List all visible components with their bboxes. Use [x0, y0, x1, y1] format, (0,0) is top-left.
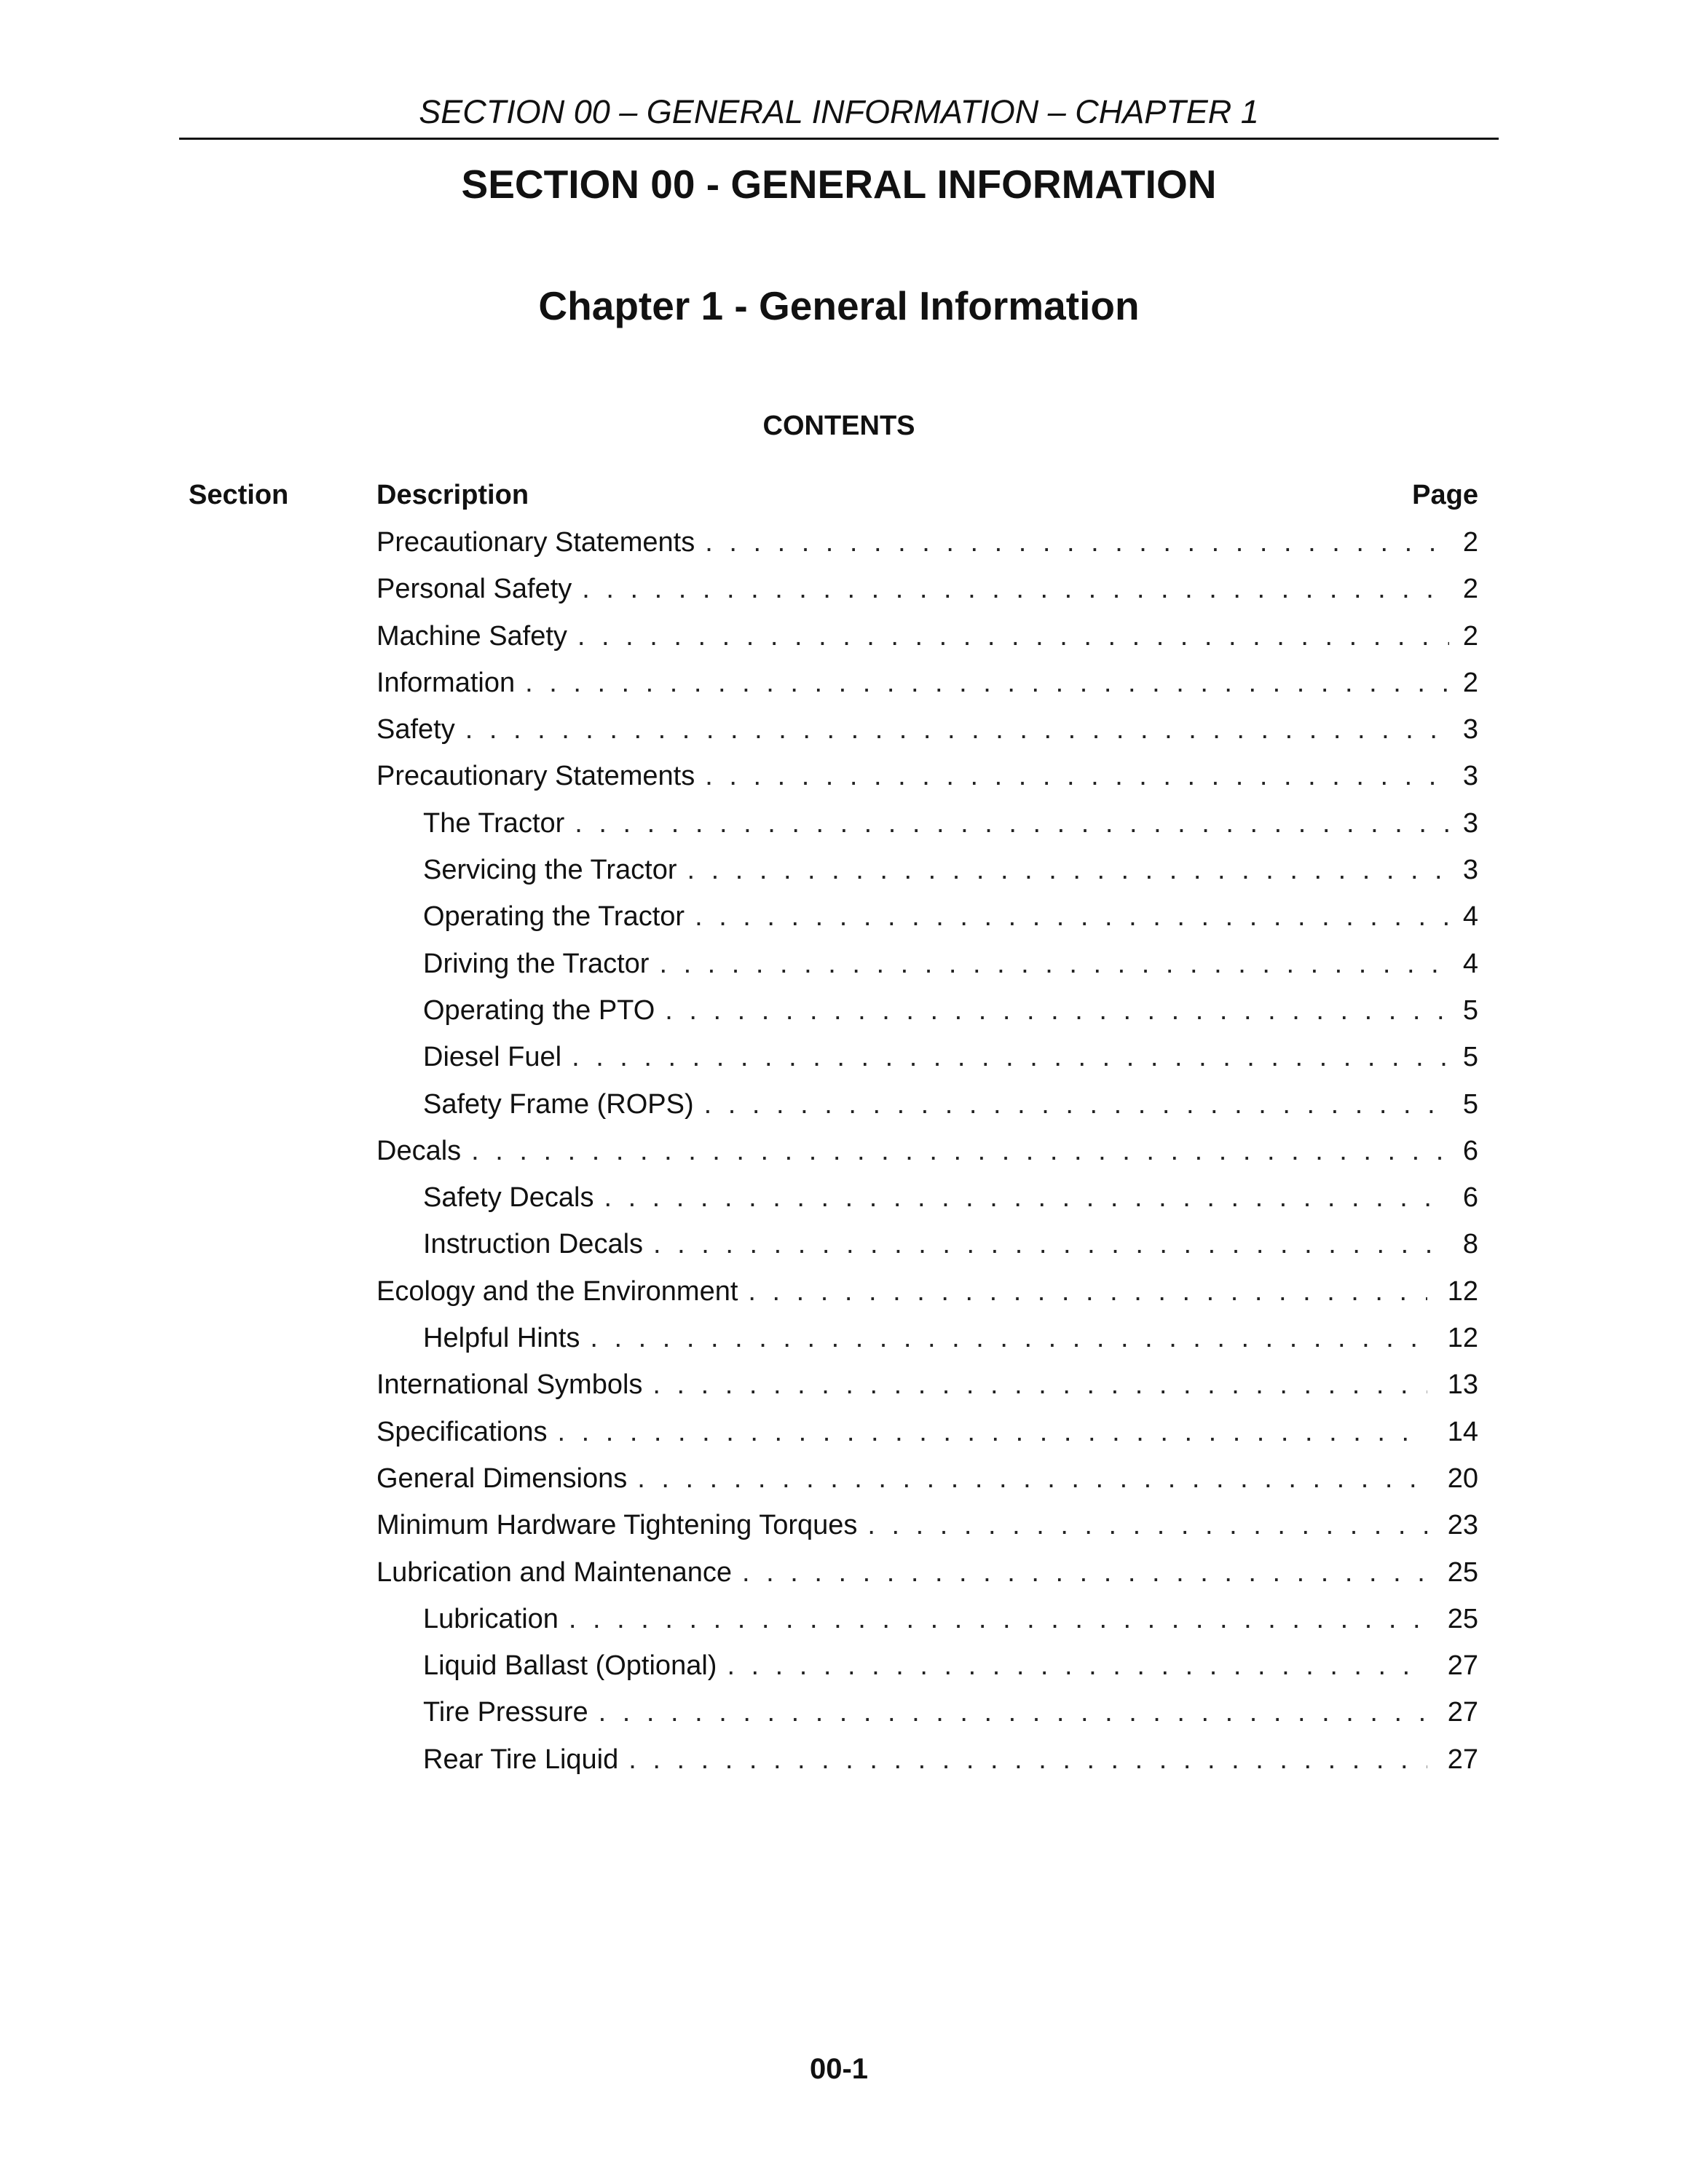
toc-entry: [376, 1273, 1478, 1320]
dot-leader: [604, 1179, 1449, 1216]
column-header-description: Description: [376, 480, 529, 510]
toc-entry-label: Lubrication and Maintenance: [376, 1556, 733, 1588]
contents-title: CONTENTS: [762, 411, 915, 441]
column-header-page: Page: [1412, 480, 1478, 510]
toc-entry: [376, 852, 1478, 898]
toc-entry-page: 2: [1462, 574, 1478, 605]
dot-leader: [727, 1647, 1427, 1684]
toc-entry: [376, 946, 1478, 992]
toc-entry: [376, 758, 1478, 804]
toc-entry-page: 12: [1447, 1323, 1478, 1354]
toc-entry-label: General Dimensions: [376, 1463, 628, 1494]
toc-entry-label: Driving the Tractor: [423, 948, 650, 979]
toc-entry-page: 25: [1447, 1556, 1478, 1588]
toc-entry-page: 12: [1447, 1275, 1478, 1307]
toc-entry-label: Decals: [376, 1135, 462, 1166]
toc-entry: [376, 1414, 1478, 1460]
toc-entry-label: International Symbols: [376, 1369, 643, 1401]
dot-leader: [599, 1694, 1427, 1730]
dot-leader: [637, 1460, 1427, 1497]
dot-leader: [665, 992, 1449, 1029]
toc-entry: [376, 1694, 1478, 1741]
toc-entry-page: 14: [1447, 1416, 1478, 1447]
toc-entry-label: Instruction Decals: [423, 1229, 644, 1260]
toc-entry-label: Precautionary Statements: [376, 527, 695, 558]
dot-leader: [652, 1366, 1427, 1403]
chapter-title: Chapter 1 - General Information: [538, 283, 1140, 328]
toc-entry: [376, 1460, 1478, 1507]
toc-entry: [376, 1366, 1478, 1413]
toc-entry: [376, 1601, 1478, 1647]
toc-entry: [376, 1741, 1478, 1788]
toc-entry-label: Operating the Tractor: [423, 901, 685, 933]
dot-leader: [628, 1741, 1427, 1778]
dot-leader: [572, 1039, 1449, 1075]
toc-entry-label: Safety: [376, 714, 455, 745]
toc-entry-label: Liquid Ballast (Optional): [423, 1650, 717, 1682]
toc-entry-label: The Tractor: [423, 807, 565, 839]
dot-leader: [705, 524, 1449, 561]
toc-entry-page: 3: [1462, 807, 1478, 839]
toc-entry-page: 5: [1462, 1088, 1478, 1120]
toc-entry-label: Operating the PTO: [423, 994, 655, 1026]
toc-entry-label: Rear Tire Liquid: [423, 1744, 619, 1775]
toc-entry: [376, 571, 1478, 617]
toc-entry-label: Minimum Hardware Tightening Torques: [376, 1510, 858, 1541]
toc-entry-page: 27: [1447, 1744, 1478, 1775]
toc-entry-page: 25: [1447, 1603, 1478, 1634]
dot-leader: [525, 665, 1449, 701]
toc-entry-page: 8: [1462, 1229, 1478, 1260]
dot-leader: [742, 1554, 1427, 1591]
dot-leader: [471, 1133, 1449, 1169]
toc-entry-label: Information: [376, 667, 516, 698]
toc-entry-page: 27: [1447, 1650, 1478, 1682]
toc-entry: [376, 992, 1478, 1039]
toc-entry: [376, 524, 1478, 571]
toc-entry-label: Tire Pressure: [423, 1697, 588, 1728]
toc-entry-page: 6: [1462, 1135, 1478, 1166]
toc-entry: [376, 618, 1478, 665]
toc-entry-label: Safety Frame (ROPS): [423, 1088, 694, 1120]
page-number: 00-1: [809, 2053, 869, 2085]
dot-leader: [575, 805, 1449, 842]
toc-entry: [376, 1647, 1478, 1694]
dot-leader: [590, 1320, 1427, 1356]
dot-leader: [695, 898, 1449, 935]
toc-entry: [376, 665, 1478, 711]
toc-entry-label: Helpful Hints: [423, 1323, 580, 1354]
toc-entry: [376, 1226, 1478, 1273]
toc-entry-page: 5: [1462, 994, 1478, 1026]
toc-entry-label: Safety Decals: [423, 1182, 594, 1214]
dot-leader: [653, 1226, 1449, 1262]
toc-entry-page: 5: [1462, 1042, 1478, 1073]
toc-entry: [376, 805, 1478, 852]
dot-leader: [687, 852, 1449, 888]
dot-leader: [748, 1273, 1427, 1310]
toc-entry-label: Lubrication: [423, 1603, 559, 1634]
dot-leader: [569, 1601, 1427, 1637]
toc-entry: [376, 1320, 1478, 1366]
dot-leader: [705, 758, 1449, 794]
section-title: SECTION 00 - GENERAL INFORMATION: [461, 162, 1217, 207]
toc-entry-page: 4: [1462, 901, 1478, 933]
toc-entry-page: 27: [1447, 1697, 1478, 1728]
toc-entry: [376, 1133, 1478, 1179]
toc-entry-label: Specifications: [376, 1416, 548, 1447]
dot-leader: [557, 1414, 1427, 1450]
toc-entry: [376, 898, 1478, 945]
toc-entry: [376, 1507, 1478, 1554]
dot-leader: [582, 571, 1449, 607]
toc-entry: [376, 1554, 1478, 1601]
toc-entry-page: 3: [1462, 855, 1478, 886]
toc-entry-page: 3: [1462, 714, 1478, 745]
toc-entry-label: Machine Safety: [376, 620, 567, 652]
toc-entry-label: Precautionary Statements: [376, 761, 695, 792]
column-header-section: Section: [189, 480, 289, 510]
toc-entry-page: 4: [1462, 948, 1478, 979]
toc-entry: [376, 1179, 1478, 1226]
table-of-contents: [376, 524, 1478, 1788]
toc-entry-page: 13: [1447, 1369, 1478, 1401]
toc-entry-page: 2: [1462, 620, 1478, 652]
toc-entry-page: 2: [1462, 527, 1478, 558]
header-rule: [179, 138, 1499, 140]
toc-entry-page: 6: [1462, 1182, 1478, 1214]
toc-entry: [376, 1039, 1478, 1085]
dot-leader: [704, 1086, 1449, 1123]
toc-entry: [376, 711, 1478, 758]
dot-leader: [465, 711, 1449, 748]
running-header: SECTION 00 – GENERAL INFORMATION – CHAPTER 1: [419, 93, 1259, 130]
toc-entry-page: 20: [1447, 1463, 1478, 1494]
toc-entry: [376, 1086, 1478, 1133]
toc-entry-label: Servicing the Tractor: [423, 855, 677, 886]
toc-entry-page: 23: [1447, 1510, 1478, 1541]
toc-entry-page: 2: [1462, 667, 1478, 698]
toc-entry-label: Personal Safety: [376, 574, 572, 605]
dot-leader: [659, 946, 1449, 982]
toc-entry-page: 3: [1462, 761, 1478, 792]
dot-leader: [867, 1507, 1427, 1543]
toc-entry-label: Diesel Fuel: [423, 1042, 562, 1073]
toc-entry-label: Ecology and the Environment: [376, 1275, 738, 1307]
dot-leader: [577, 618, 1449, 654]
